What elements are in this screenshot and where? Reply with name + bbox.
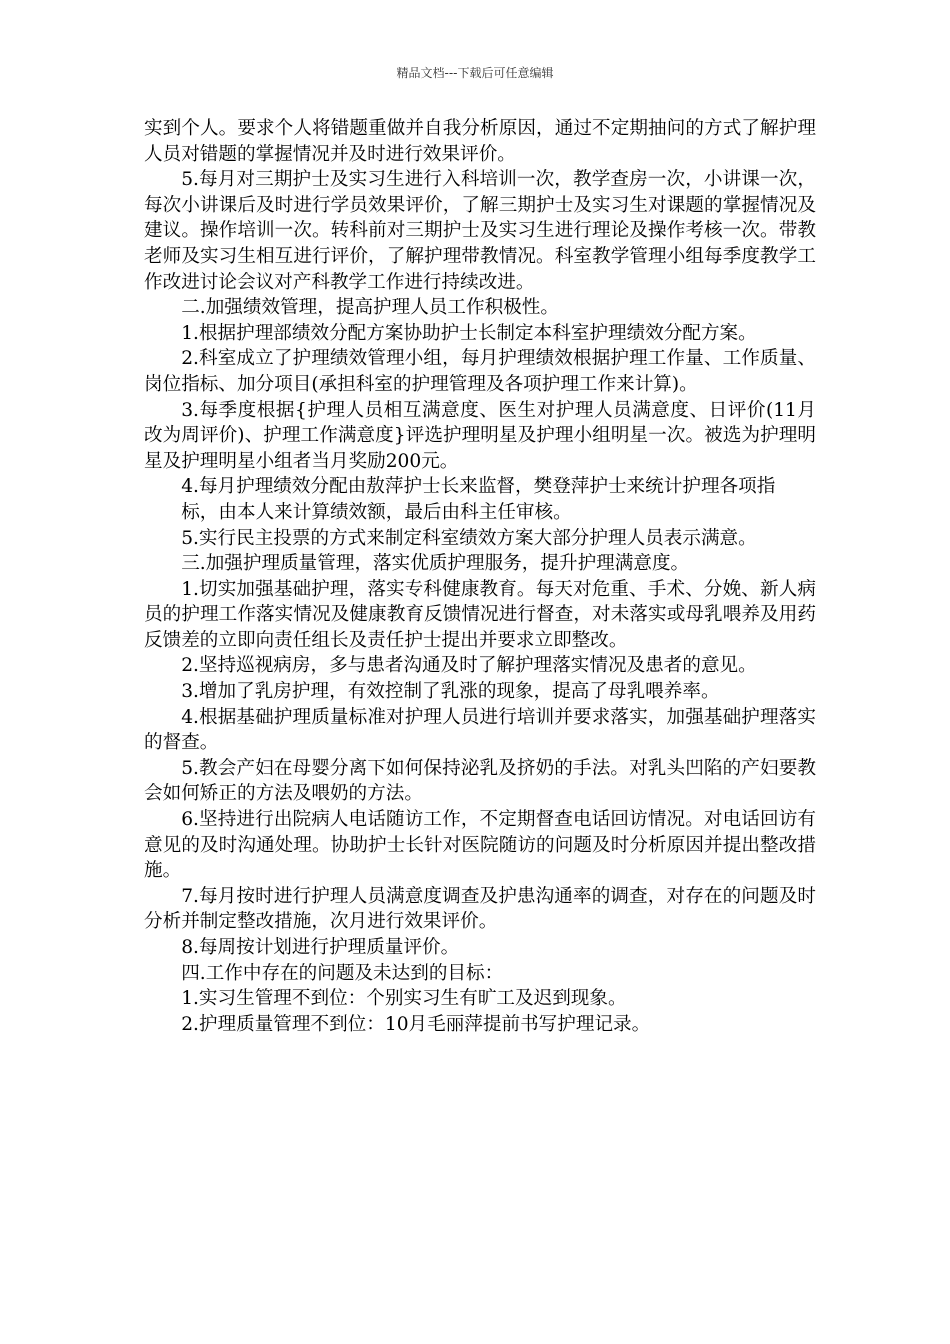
section-heading-2: 二.加强绩效管理，提高护理人员工作积极性。 xyxy=(181,297,559,319)
paragraph-12: 2.坚持巡视病房，多与患者沟通及时了解护理落实情况及患者的意见。 xyxy=(181,655,757,677)
section-heading-4: 四.工作中存在的问题及未达到的目标： xyxy=(181,962,504,984)
paragraph-17: 7.每月按时进行护理人员满意度调查及护患沟通率的调查，对存在的问题及时分析并制定整改措施，次月进行效果评价。 xyxy=(144,885,816,933)
paragraph-13: 3.增加了乳房护理，有效控制了乳涨的现象，提高了母乳喂养率。 xyxy=(181,681,720,703)
paragraph-16: 6.坚持进行出院病人电话随访工作，不定期督查电话回访情况。对电话回访有意见的及时沟通处理。协助护士长针对医院随访的问题及时分析原因并提出整改措施。 xyxy=(144,809,816,882)
paragraph-14: 4.根据基础护理质量标准对护理人员进行培训并要求落实，加强基础护理落实的督查。 xyxy=(144,706,816,754)
page-header: 精品文档---下载后可任意编辑 xyxy=(396,66,554,80)
paragraph-21: 2.护理质量管理不到位：10月毛丽萍提前书写护理记录。 xyxy=(181,1013,651,1035)
paragraph-4: 1.根据护理部绩效分配方案协助护士长制定本科室护理绩效分配方案。 xyxy=(181,322,757,344)
paragraph-11: 1.切实加强基础护理，落实专科健康教育。每天对危重、手术、分娩、新人病员的护理工作落实情况及健康教育反馈情况进行督查，对未落实或母乳喂养及用药反馈差的立即向责任组长及责任护士提出并要求立即整改。 xyxy=(144,578,816,651)
paragraph-9: 5.实行民主投票的方式来制定科室绩效方案大部分护理人员表示满意。 xyxy=(181,527,757,549)
document-body xyxy=(144,116,816,1037)
paragraph-18: 8.每周按计划进行护理质量评价。 xyxy=(181,937,460,958)
paragraph-2: 5.每月对三期护士及实习生进行入科培训一次，教学查房一次，小讲课一次，每次小讲课后及时进行学员效果评价，了解三期护士及实习生对课题的掌握情况及建议。操作培训一次。转科前对三期护士及实习生进行理论及操作考核一次。带教老师及实习生相互进行评价，了解护理带教情况。科室教学管理小组每季度教学工作改进讨论会议对产科教学工作进行持续改进。 xyxy=(144,169,816,293)
paragraph-8: 标，由本人来计算绩效额，最后由科主任审核。 xyxy=(181,501,572,523)
section-heading-3: 三.加强护理质量管理，落实优质护理服务，提升护理满意度。 xyxy=(181,553,690,575)
paragraph-20: 1.实习生管理不到位：个别实习生有旷工及迟到现象。 xyxy=(181,988,627,1010)
paragraph-5: 2.科室成立了护理绩效管理小组，每月护理绩效根据护理工作量、工作质量、岗位指标、加分项目(承担科室的护理管理及各项护理工作来计算)。 xyxy=(144,348,816,395)
paragraph-1: 实到个人。要求个人将错题重做并自我分析原因，通过不定期抽问的方式了解护理人员对错题的掌握情况并及时进行效果评价。 xyxy=(144,118,816,165)
paragraph-15: 5.教会产妇在母婴分离下如何保持泌乳及挤奶的手法。对乳头凹陷的产妇要教会如何矫正的方法及喂奶的方法。 xyxy=(144,757,816,805)
paragraph-7: 4.每月护理绩效分配由敖萍护士长来监督，樊登萍护士来统计护理各项指 xyxy=(181,476,776,498)
paragraph-6: 3.每季度根据{护理人员相互满意度、医生对护理人员满意度、日评价(11月改为周评价)、护理工作满意度}评选护理明星及护理小组明星一次。被选为护理明星及护理明星小组者当月奖励200元。 xyxy=(144,399,816,472)
